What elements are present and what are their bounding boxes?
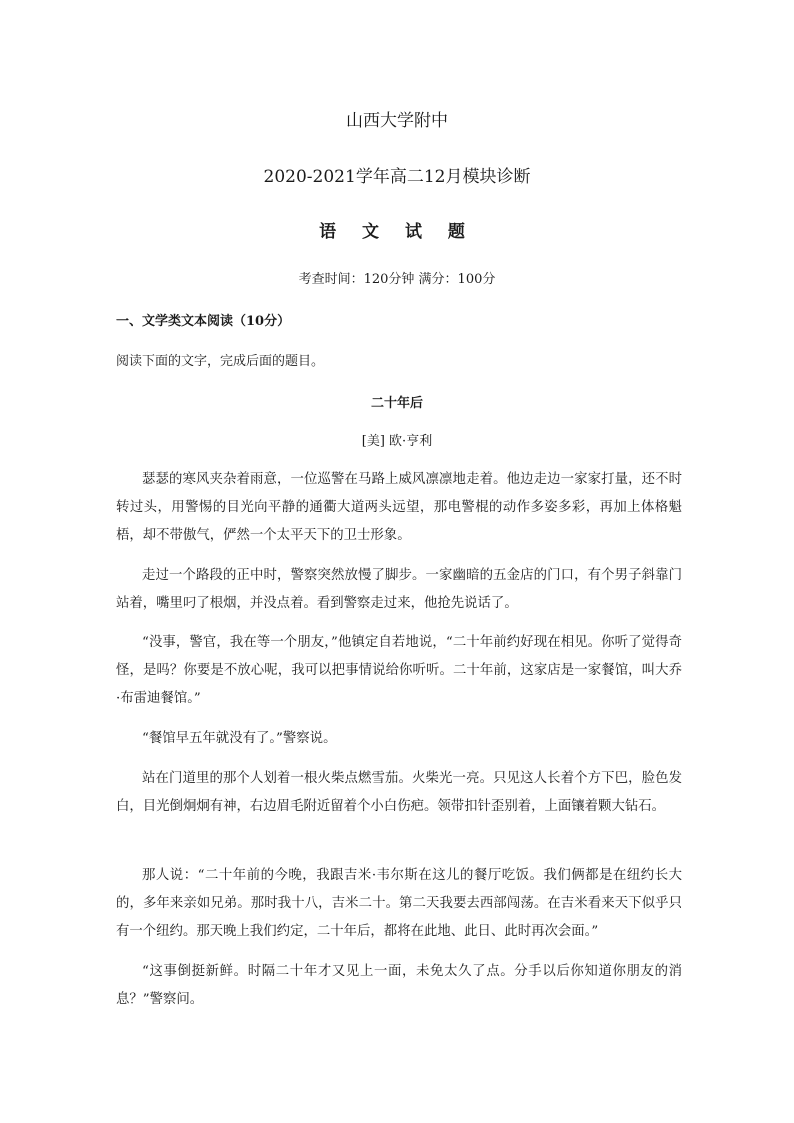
section-instruction: 阅读下面的文字，完成后面的题目。	[116, 354, 325, 369]
subject-title: 语 文 试 题	[319, 222, 475, 242]
story-paragraph: “没事，警官，我在等一个朋友，”他镇定自若地说，“二十年前约好现在相见。你听了觉得奇怪，是吗？你要是不放心呢，我可以把事情说给你听听。二十年前，这家店是一家餐馆，叫大乔·布雷迪餐馆。”	[116, 635, 682, 706]
story-paragraph: 瑟瑟的寒风夹杂着雨意，一位巡警在马路上威风凛凛地走着。他边走边一家家打量，还不时转过头，用警惕的目光向平静的通衢大道两头远望，那电警棍的动作多姿多彩，再加上体格魁梧，却不带傲气，俨然一个太平天下的卫士形象。	[116, 472, 682, 543]
story-paragraph: 站在门道里的那个人划着一根火柴点燃雪茄。火柴光一亮。只见这人长着个方下巴，脸色发白，目光倒炯炯有神，右边眉毛附近留着个小白伤疤。领带扣针歪别着，上面镶着颗大钻石。	[116, 771, 682, 814]
story-author: [美] 欧·亨利	[361, 434, 433, 449]
school-name: 山西大学附中	[346, 111, 448, 131]
story-paragraph: “餐馆早五年就没有了。”警察说。	[142, 731, 337, 746]
story-paragraph: 走过一个路段的正中时，警察突然放慢了脚步。一家幽暗的五金店的门口，有个男子斜靠门站着，嘴里叼了根烟，并没点着。看到警察走过来，他抢先说话了。	[116, 568, 682, 611]
story-paragraph: “这事倒挺新鲜。时隔二十年才又见上一面，未免太久了点。分手以后你知道你朋友的消息？”警察问。	[116, 964, 682, 1007]
exam-meta: 考查时间：120分钟 满分：100分	[298, 272, 496, 287]
section-heading: 一、文学类文本阅读（10分）	[116, 314, 291, 329]
exam-title: 2020-2021学年高二12月模块诊断	[263, 167, 531, 187]
story-title: 二十年后	[370, 396, 423, 411]
story-paragraph: 那人说：“二十年前的今晚，我跟吉米·韦尔斯在这儿的餐厅吃饭。我们俩都是在纽约长大的，多年来亲如兄弟。那时我十八，吉米二十。第二天我要去西部闯荡。在吉米看来天下似乎只有一个纽约。那天晚上我们约定，二十年后，都将在此地、此日、此时再次会面。”	[116, 868, 682, 939]
